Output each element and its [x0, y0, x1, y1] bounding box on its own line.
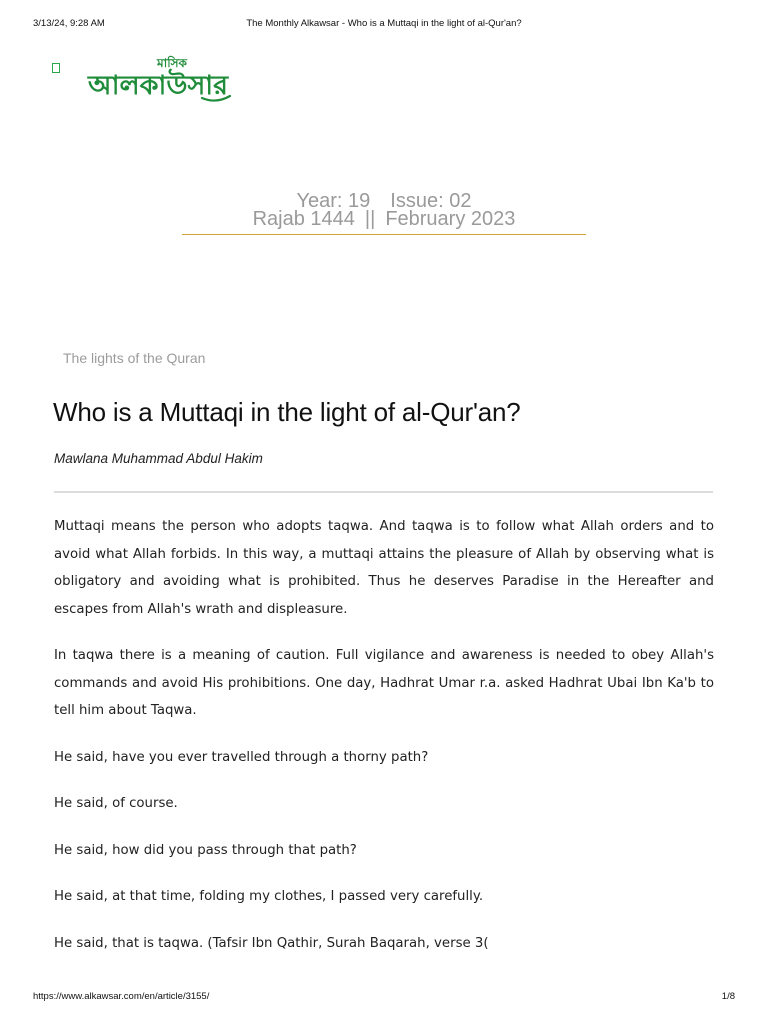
menu-icon[interactable] [52, 63, 60, 73]
article-author[interactable]: Mawlana Muhammad Abdul Hakim [54, 451, 263, 466]
paragraph: Muttaqi means the person who adopts taqwa. And taqwa is to follow what Allah orders and to avoid what Allah forbids. In this way, a muttaqi attains the pleasure of Allah by observing what is obligatory and avoiding what is prohibited. Thus he deserves Paradise in the Hereafter and escapes from Allah's wrath and displeasure. [54, 519, 714, 617]
issue-hijri-date: Rajab 1444 [252, 208, 355, 230]
issue-number: Issue: 02 [390, 190, 472, 212]
issue-separator: || [364, 208, 376, 230]
site-logo[interactable] [84, 52, 264, 108]
site-header [52, 52, 252, 108]
article-title: Who is a Muttaqi in the light of al-Qur'an? [53, 397, 521, 427]
paragraph: He said, of course. [54, 796, 178, 811]
print-header [33, 18, 735, 32]
paragraph: In taqwa there is a meaning of caution. Full vigilance and awareness is needed to obey Allah's commands and avoid His prohibitions. One day, Hadhrat Umar r.a. asked Hadhrat Ubai Ibn Ka'b to tell him about Taqwa. [54, 648, 714, 718]
print-page-title: The Monthly Alkawsar - Who is a Muttaqi in the light of al-Qur'an? [246, 18, 522, 29]
logo-top-text: মাসিক [157, 56, 187, 70]
logo-main-text: আলকাউসার [88, 71, 223, 101]
divider [54, 491, 713, 493]
page-indicator: 1/8 [721, 991, 735, 1002]
article-body [54, 513, 714, 976]
paragraph: He said, at that time, folding my clothes, I passed very carefully. [54, 889, 484, 904]
issue-gregorian-date: February 2023 [385, 208, 516, 230]
print-datetime: 3/13/24, 9:28 AM [33, 18, 105, 29]
print-url: https://www.alkawsar.com/en/article/3155/ [33, 991, 210, 1002]
paragraph: He said, how did you pass through that path? [54, 842, 357, 858]
paragraph: He said, that is taqwa. (Tafsir Ibn Qathir, Surah Baqarah, verse 3( [54, 935, 489, 951]
article-category[interactable]: The lights of the Quran [63, 350, 206, 366]
issue-info [182, 190, 586, 235]
print-footer [33, 991, 735, 1005]
paragraph: He said, have you ever travelled through a thorny path? [54, 749, 429, 765]
issue-year: Year: 19 [296, 190, 371, 212]
